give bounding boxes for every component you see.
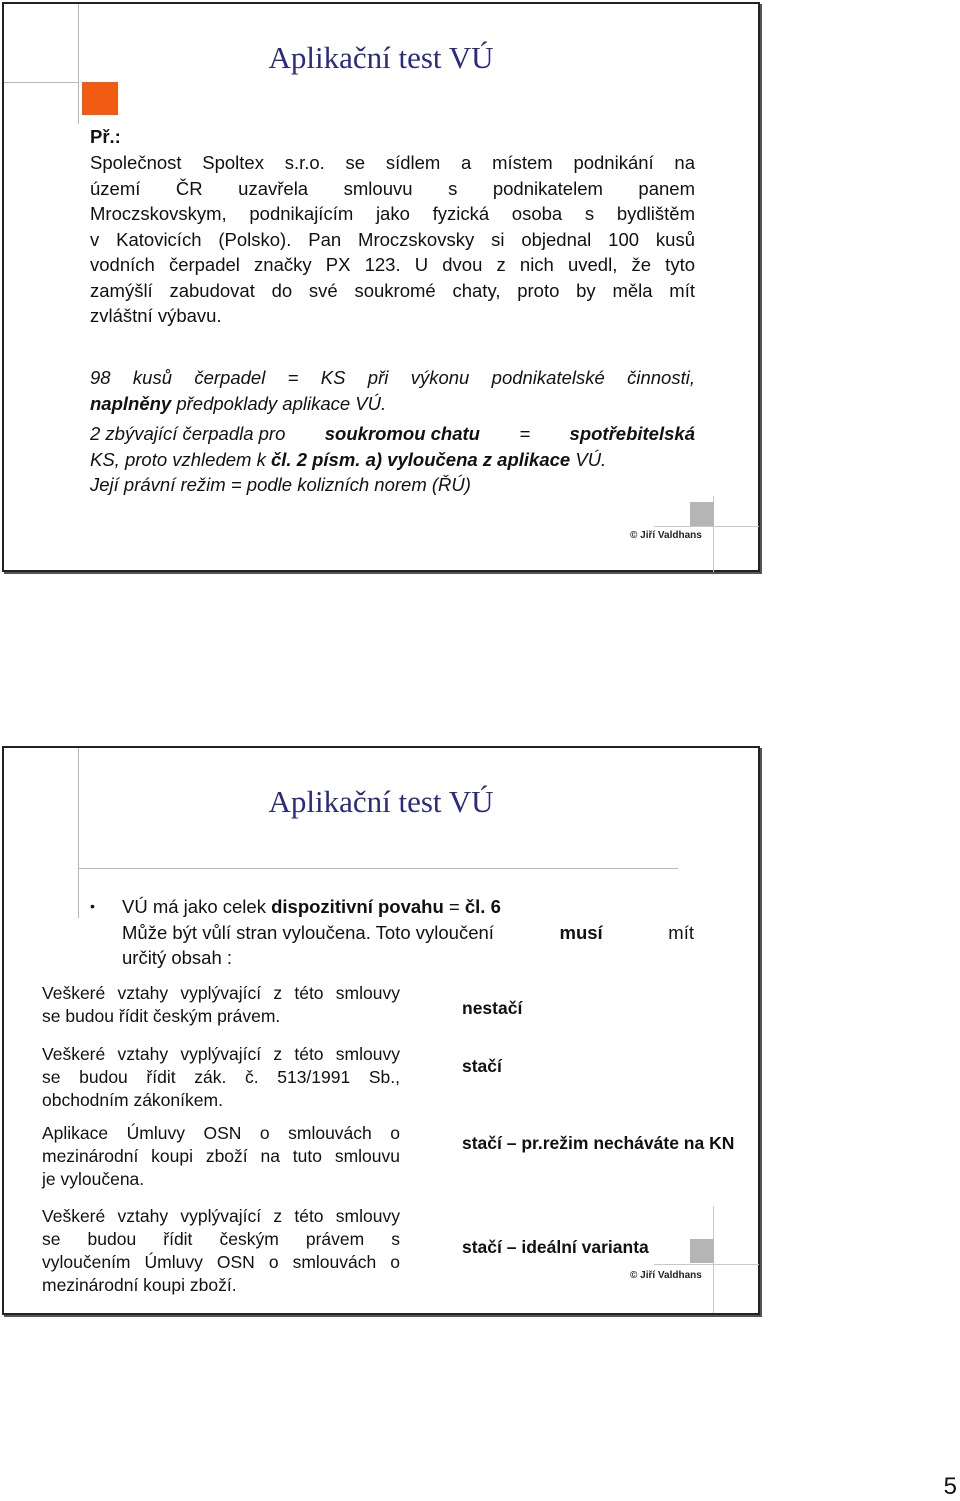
text-line: se budou řídit českým právem s [42,1229,400,1249]
text-line: Společnost Spoltex s.r.o. se sídlem a místem podnikání na [90,152,695,173]
emphasis: soukromou chatu [324,423,480,444]
text-line: se budou řídit zák. č. 513/1991 Sb., [42,1067,400,1087]
emphasis: dispozitivní povahu [271,896,444,917]
text-line: zamýšlí zabudovat do své soukromé chaty, proto by měla mít [90,279,695,301]
decorative-corner-line [654,1264,759,1265]
grey-square-decoration [690,1239,714,1263]
text-line: mezinárodní koupi zboží na tuto smlouvu [42,1146,400,1166]
text-line: zvláštní výbavu. [90,305,222,326]
decorative-horizontal-line [4,82,79,83]
text-line [90,391,695,417]
clause-verdict: nestačí [462,998,523,1018]
slide-1 [2,2,760,572]
clause-verdict: stačí – ideální varianta [462,1237,649,1257]
orange-square-decoration [82,82,118,115]
text-line: Veškeré vztahy vyplývající z této smlouvy [42,983,400,1003]
copyright-label: © Jiří Valdhans [630,1270,702,1281]
text-line [90,421,695,447]
text-line: v Katovicích (Polsko). Pan Mroczskovsky si objednal 100 kusů [90,228,695,250]
text-fragment: = [514,423,536,444]
text-line: Veškeré vztahy vyplývající z této smlouvy [42,1044,400,1064]
slide-title: Aplikační test VÚ [268,40,494,75]
text-fragment: předpoklady aplikace VÚ. [171,392,387,414]
text-line: mezinárodní koupi zboží. [42,1275,237,1295]
emphasis: čl. 6 [464,896,501,917]
analysis-paragraph-1 [90,365,695,416]
bullet-icon: • [90,898,95,914]
emphasis: spotřebitelská [569,423,695,444]
clause-verdict: stačí [462,1056,502,1076]
slide-title: Aplikační test VÚ [268,784,494,819]
clause-text [42,1043,400,1112]
text-line [90,447,695,473]
slide-2 [2,746,760,1315]
analysis-paragraph-3 [90,472,471,498]
page-number: 5 [943,1473,957,1500]
text-line: Aplikace Úmluvy OSN o smlouvách o [42,1123,400,1143]
text-fragment: KS, proto vzhledem k [90,448,271,470]
grey-square-decoration [690,502,714,526]
emphasis: čl. 2 písm. a) vyloučena z aplikace [270,448,571,470]
clause-verdict: stačí – pr.režim necháváte na KN [462,1133,735,1153]
case-description [90,150,695,329]
text-fragment: VÚ má jako celek [122,896,272,917]
text-fragment: mít [663,921,694,943]
decorative-vertical-line [78,748,79,918]
text-line: Její právní režim = podle kolizních norem (ŘÚ) [90,474,471,495]
text-fragment: 2 zbývající čerpadla pro [90,423,291,444]
text-line: Mroczskovskym, podnikajícím jako fyzická osoba s bydlištěm [90,203,695,224]
bullet-text [122,894,694,971]
text-line: 98 kusů čerpadel = KS při výkonu podnikatelské činnosti, [90,367,695,388]
text-line: obchodním zákoníkem. [42,1090,223,1110]
text-line: vyloučením Úmluvy OSN o smlouvách o [42,1252,400,1272]
text-line [122,920,694,946]
clause-text [42,982,400,1028]
emphasis: musí [559,921,603,943]
text-fragment: Může být vůlí stran vyloučena. Toto vyloučení [122,921,500,943]
clause-text [42,1122,400,1191]
example-label: Př.: [90,126,121,147]
clause-text [42,1205,400,1297]
text-fragment: VÚ. [570,448,607,470]
text-line: území ČR uzavřela smlouvu s podnikatelem panem [90,177,695,199]
text-line: vodních čerpadel značky PX 123. U dvou z nich uvedl, že tyto [90,254,695,275]
decorative-horizontal-line [78,868,678,869]
text-fragment: = [443,896,465,917]
decorative-corner-line [654,526,759,527]
text-line: je vyloučena. [42,1169,145,1189]
text-line: Veškeré vztahy vyplývající z této smlouvy [42,1206,400,1226]
analysis-paragraph-2 [90,421,695,472]
emphasis: naplněny [90,392,172,414]
copyright-label: © Jiří Valdhans [630,530,702,541]
text-line: určitý obsah : [122,947,233,968]
text-line [122,894,694,920]
text-line: se budou řídit českým právem. [42,1006,281,1026]
